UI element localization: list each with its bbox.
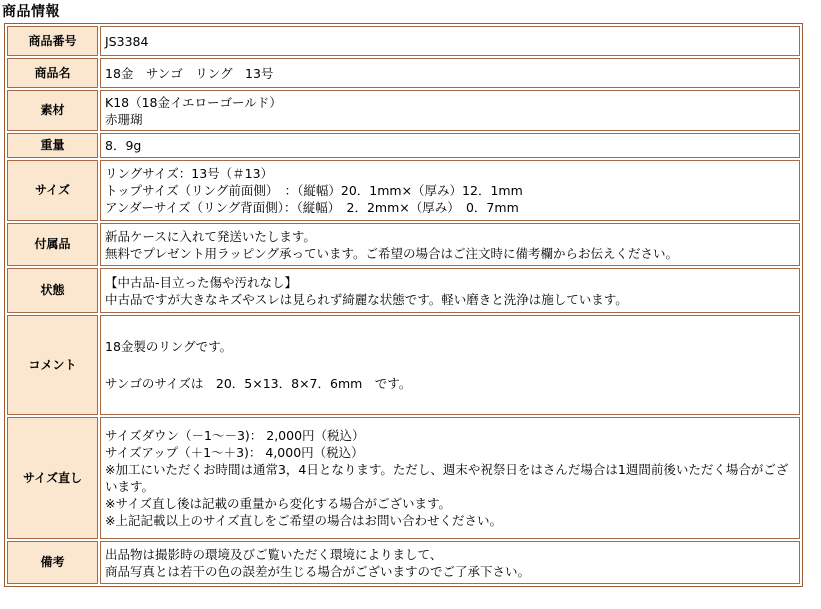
value-line: サンゴのサイズは 20．5×13．8×7．6mm です。 [105,376,412,391]
value-notes [100,541,800,584]
value-line: リングサイズ：13号（＃13） [105,166,274,181]
label-product-name: 商品名 [7,58,98,88]
row-material [7,90,800,131]
value-product-number [100,26,800,56]
product-info-table [4,23,803,587]
row-notes [7,541,800,584]
label-notes: 備考 [7,541,98,584]
value-weight [100,133,800,158]
section-title: 商品情報 [2,4,60,20]
row-product-number [7,26,800,56]
label-comment: コメント [7,315,98,415]
row-accessories [7,223,800,266]
value-line: 商品写真とは若干の色の誤差が生じる場合がございますのでご了承下さい。 [105,563,531,579]
value-product-name [100,58,800,88]
row-condition [7,268,800,313]
value-line: トップサイズ（リング前面側） ：（縦幅）20．1mm×（厚み）12．1mm [105,183,523,198]
row-resize [7,417,800,539]
row-comment [7,315,800,415]
label-weight: 重量 [7,133,98,158]
value-line: アンダーサイズ（リング背面側）：（縦幅） 2．2mm×（厚み） 0．7mm [105,200,519,215]
value-line: ※加工にいただくお時間は通常3，4日となります。ただし、週末や祝祭日をはさんだ場合は1週間前後いただく場合がございます。 [105,462,789,494]
value-line: 中古品ですが大きなキズやスレは見られず綺麗な状態です。軽い磨きと洗浄は施しています。 [105,291,628,307]
value-size [100,160,800,221]
value-line: 18金 サンゴ リング 13号 [105,65,274,81]
spacer-line [105,355,795,375]
value-line: サイズダウン（－1～－3)： 2,000円（税込） [105,428,365,443]
row-product-name [7,58,800,88]
value-accessories [100,223,800,266]
value-material [100,90,800,131]
label-material: 素材 [7,90,98,131]
value-line: 18金製のリングです。 [105,339,233,354]
label-resize: サイズ直し [7,417,98,539]
value-line: 出品物は撮影時の環境及びご覧いただく環境によりまして、 [105,546,443,562]
value-line: 【中古品-目立った傷や汚れなし】 [105,274,298,290]
row-size [7,160,800,221]
label-accessories: 付属品 [7,223,98,266]
row-weight [7,133,800,158]
label-condition: 状態 [7,268,98,313]
value-line: 新品ケースに入れて発送いたします。 [105,228,316,244]
label-product-number: 商品番号 [7,26,98,56]
value-line: サイズアップ（＋1～＋3)： 4,000円（税込） [105,445,364,460]
value-line: ※上記記載以上のサイズ直しをご希望の場合はお問い合わせください。 [105,513,502,528]
value-condition [100,268,800,313]
value-line: 赤珊瑚 [105,111,143,127]
value-line: JS3384 [105,33,149,49]
value-line: 8．9g [105,138,142,153]
value-line: 無料でプレゼント用ラッピング承っています。ご希望の場合はご注文時に備考欄からお伝えください。 [105,245,679,261]
label-size: サイズ [7,160,98,221]
value-comment [100,315,800,415]
value-line: ※サイズ直し後は記載の重量から変化する場合がございます。 [105,496,451,511]
value-resize [100,417,800,539]
value-line: K18（18金イエローゴールド） [105,94,282,110]
